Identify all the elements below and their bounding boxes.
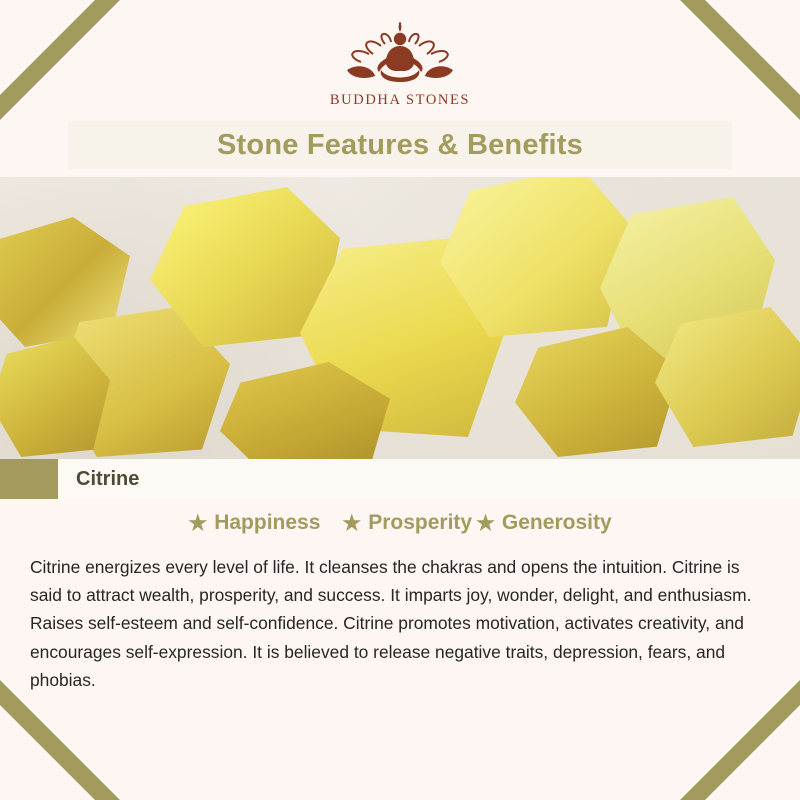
stone-description: Citrine energizes every level of life. It cleanses the chakras and opens the intuition. Citrine is said to attract wealth, prosperity, and success. It imparts joy, wonder, delight, and enthusiasm. Raises self-esteem and self-confidence. Citrine promotes motivation, activates creativity, and encourages self-expression. It is believed to release negative traits, depression, fears, and phobias. (30, 557, 752, 690)
brand-name: BUDDHA STONES (329, 92, 471, 108)
title-band (68, 121, 732, 169)
corner-decoration-bottom-right-inner (705, 705, 800, 800)
hero-image (0, 177, 800, 459)
keyword-item (342, 511, 472, 535)
keyword-label: Generosity (501, 511, 612, 534)
corner-decoration-bottom-left-inner (0, 705, 95, 800)
brand-header (0, 0, 800, 109)
name-accent-block (0, 459, 58, 499)
stone-name: Citrine (76, 467, 140, 490)
keyword-item (476, 511, 612, 535)
star-icon: ★ (342, 511, 362, 535)
lotus-meditation-icon (0, 18, 800, 90)
stone-name-bar (0, 459, 800, 499)
page-title: Stone Features & Benefits (217, 128, 583, 161)
keyword-item (188, 511, 320, 535)
keyword-list (0, 511, 800, 535)
star-icon: ★ (188, 511, 208, 535)
keyword-label: Prosperity (368, 511, 473, 534)
star-icon: ★ (476, 511, 495, 535)
keyword-label: Happiness (214, 511, 321, 534)
